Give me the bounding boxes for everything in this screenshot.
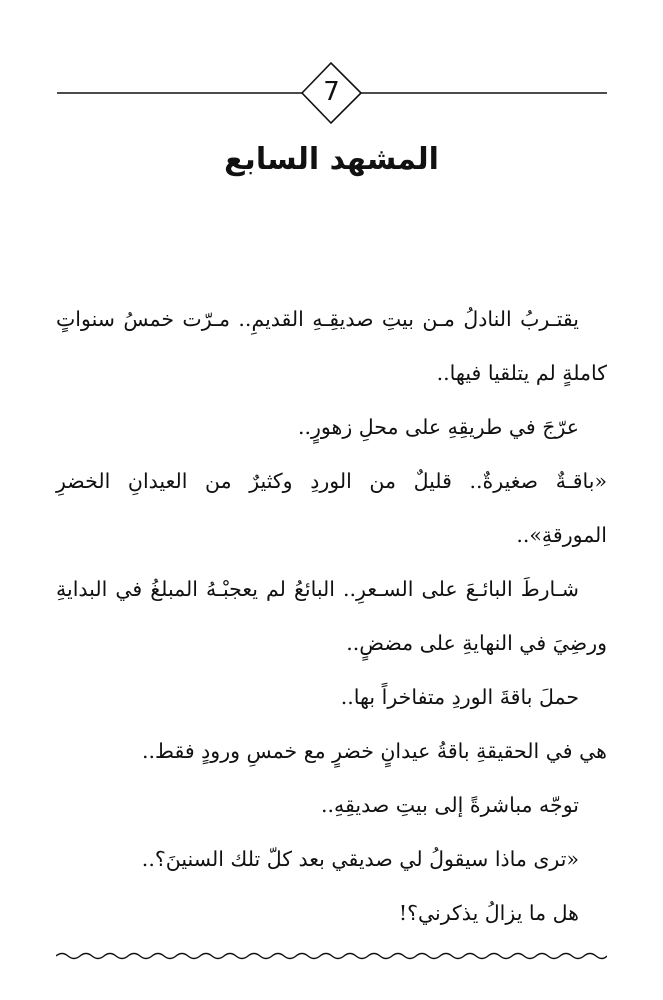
paragraph: يقتـربُ النادلُ مـن بيتِ صديقِـهِ القديمِ.. مـرّت خمسُ سنواتٍ كاملةٍ لم يتلقيا فيها.. — [56, 307, 607, 385]
chapter-header — [0, 60, 663, 126]
paragraph: عرّجَ في طريقِهِ على محلِ زهورٍ.. — [297, 415, 579, 439]
paragraph: «باقـةٌ صغيرةٌ.. قليلٌ من الوردِ وكثيرٌ من العيدانِ الخضرِ المورقةِ».. — [56, 469, 607, 547]
paragraph: هل ما يزالُ يذكرني؟! — [398, 901, 579, 925]
footer-wave-divider — [56, 948, 607, 964]
paragraph: هي في الحقيقةِ باقةُ عيدانٍ خضرٍ مع خمسِ ورودٍ فقط.. — [142, 739, 607, 763]
paragraph: توجّه مباشرةً إلى بيتِ صديقِهِ.. — [321, 793, 579, 817]
body-text — [56, 292, 607, 940]
chapter-title: المشهد السابع — [224, 142, 439, 177]
paragraph: شـارطَ البائـعَ على السـعرِ.. البائعُ لم يعجبْـهُ المبلغُ في البدايةِ ورضِيَ في النهايةِ على مضضٍ.. — [56, 577, 607, 655]
paragraph: حملَ باقةَ الوردِ متفاخراً بها.. — [340, 685, 579, 709]
chapter-number: 7 — [323, 77, 340, 107]
paragraph: «ترى ماذا سيقولُ لي صديقي بعد كلّ تلك السنينَ؟.. — [141, 847, 579, 871]
